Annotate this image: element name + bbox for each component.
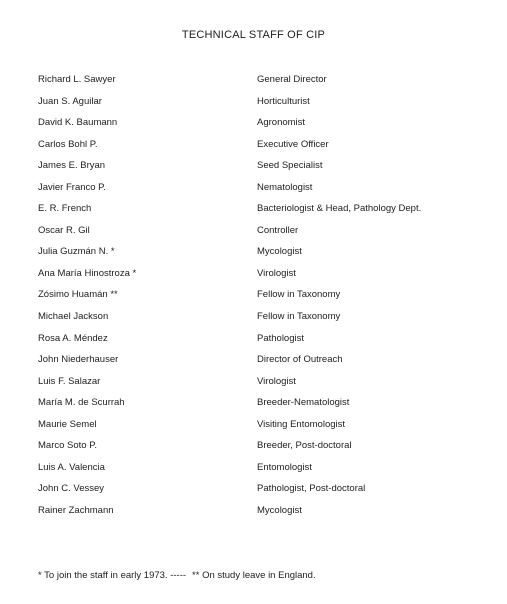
staff-name: Julia Guzmán N. * — [38, 246, 115, 258]
staff-role: Nematologist — [257, 181, 313, 193]
page-title: TECHNICAL STAFF OF CIP — [181, 29, 326, 41]
staff-name: Rosa A. Méndez — [38, 332, 108, 344]
staff-row — [38, 354, 498, 376]
staff-row — [38, 74, 498, 96]
footnote — [38, 570, 316, 581]
staff-row — [38, 397, 498, 419]
staff-role: Fellow in Taxonomy — [257, 311, 341, 323]
staff-name: John C. Vessey — [38, 483, 105, 495]
staff-row — [38, 462, 498, 484]
staff-row — [38, 289, 498, 311]
staff-name: Luis A. Valencia — [38, 461, 105, 473]
staff-row — [38, 440, 498, 462]
staff-row — [38, 419, 498, 441]
staff-row — [38, 225, 498, 247]
staff-role: Horticulturist — [257, 95, 310, 107]
staff-role: Agronomist — [257, 117, 306, 129]
staff-name: Maurie Semel — [38, 418, 97, 430]
staff-row — [38, 376, 498, 398]
staff-name: John Niederhauser — [38, 354, 119, 366]
staff-role: Visiting Entomologist — [257, 418, 346, 430]
staff-role: Pathologist — [257, 332, 305, 344]
staff-role: Virologist — [257, 267, 296, 279]
staff-name: Zósimo Huamán ** — [38, 289, 118, 301]
staff-row — [38, 203, 498, 225]
staff-role: Breeder-Nematologist — [257, 397, 350, 409]
staff-role: Entomologist — [257, 461, 312, 473]
staff-row — [38, 117, 498, 139]
staff-row — [38, 139, 498, 161]
staff-name: David K. Baumann — [38, 117, 118, 129]
footnote-study-leave: ** On study leave in England. — [192, 570, 316, 581]
staff-list — [38, 74, 498, 526]
staff-name: Luis F. Salazar — [38, 375, 101, 387]
staff-role: Bacteriologist & Head, Pathology Dept. — [257, 203, 422, 215]
staff-name: Ana María Hinostroza * — [38, 267, 137, 279]
footnote-join-staff: * To join the staff in early 1973. ----- — [38, 570, 187, 581]
staff-role: Fellow in Taxonomy — [257, 289, 341, 301]
staff-role: Controller — [257, 224, 299, 236]
staff-role: Mycologist — [257, 504, 302, 516]
staff-role: Mycologist — [257, 246, 302, 258]
staff-name: Rainer Zachmann — [38, 504, 114, 516]
staff-row — [38, 268, 498, 290]
staff-row — [38, 311, 498, 333]
staff-role: Director of Outreach — [257, 354, 343, 366]
staff-row — [38, 246, 498, 268]
staff-name: Juan S. Aguilar — [38, 95, 102, 107]
staff-row — [38, 96, 498, 118]
staff-name: María M. de Scurrah — [38, 397, 125, 409]
staff-role: General Director — [257, 74, 327, 85]
staff-name: Richard L. Sawyer — [38, 74, 116, 85]
staff-role: Pathologist, Post-doctoral — [257, 483, 366, 495]
staff-name: Michael Jackson — [38, 311, 109, 323]
staff-role: Virologist — [257, 375, 296, 387]
staff-name: James E. Bryan — [38, 160, 106, 172]
staff-row — [38, 182, 498, 204]
staff-role: Seed Specialist — [257, 160, 323, 172]
staff-role: Executive Officer — [257, 138, 329, 150]
staff-role: Breeder, Post-doctoral — [257, 440, 352, 452]
staff-name: Oscar R. Gil — [38, 224, 90, 236]
staff-row — [38, 160, 498, 182]
staff-row — [38, 505, 498, 527]
staff-row — [38, 333, 498, 355]
staff-name: Javier Franco P. — [38, 181, 106, 193]
staff-name: Marco Soto P. — [38, 440, 97, 452]
staff-name: Carlos Bohl P. — [38, 138, 98, 150]
staff-name: E. R. French — [38, 203, 92, 215]
staff-row — [38, 483, 498, 505]
